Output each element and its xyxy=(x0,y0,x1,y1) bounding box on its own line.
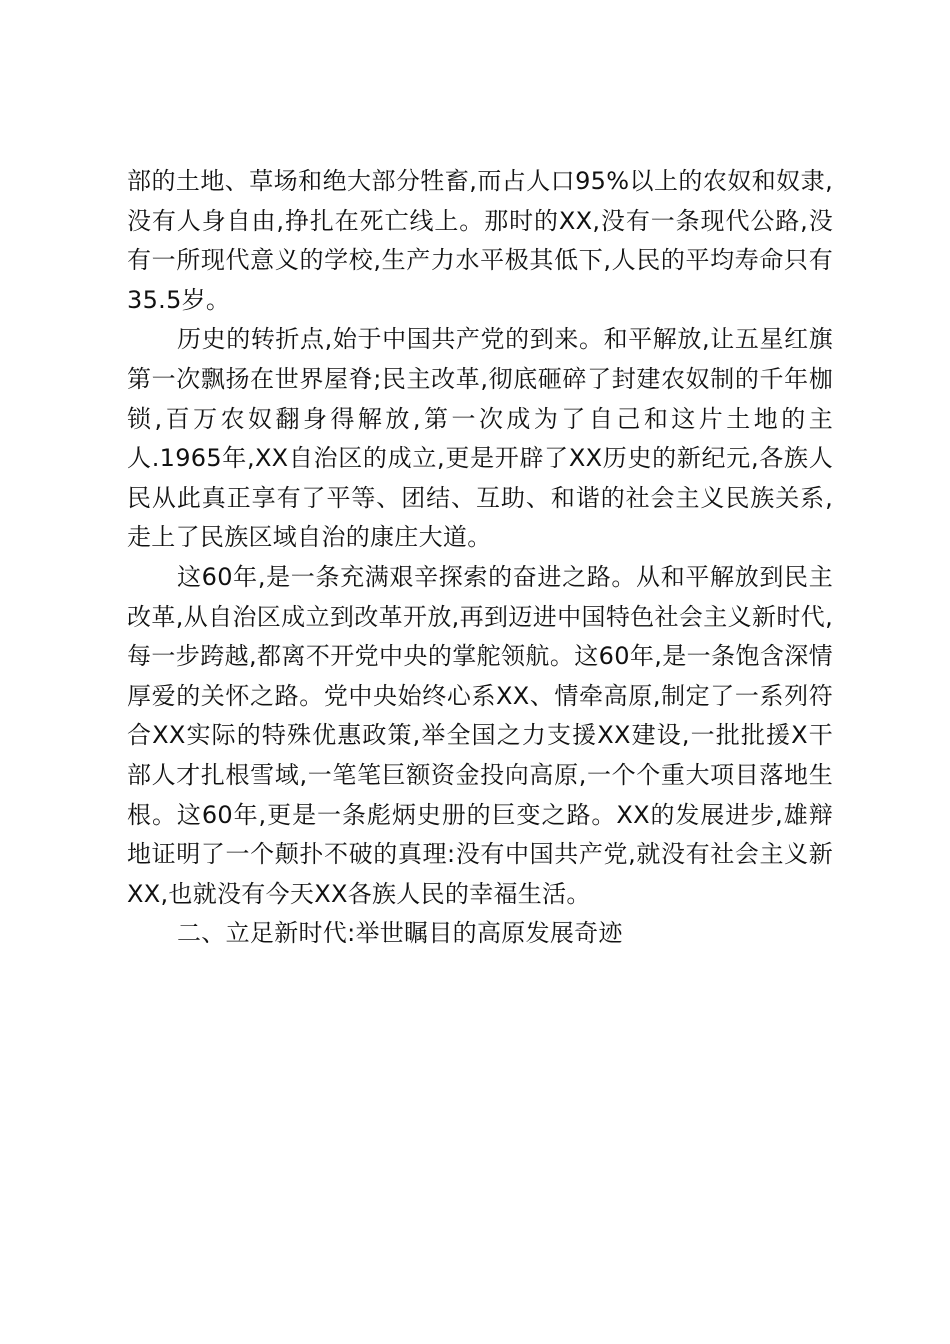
paragraph-historical-turning-point: 历史的转折点,始于中国共产党的到来。和平解放,让五星红旗第一次飘扬在世界屋脊;民主改革,彻底砸碎了封建农奴制的千年枷锁,百万农奴翻身得解放,第一次成为了自己和这片土地的主人.1965年,XX自治区的成立,更是开辟了XX历史的新纪元,各族人民从此真正享有了平等、团结、互助、和谐的社会主义民族关系,走上了民族区域自治的康庄大道。 xyxy=(127,325,833,552)
paragraph-continuation: 部的土地、草场和绝大部分牲畜,而占人口95%以上的农奴和奴隶,没有人身自由,挣扎在死亡线上。那时的XX,没有一条现代公路,没有一所现代意义的学校,生产力水平极其低下,人民的平均寿命只有35.5岁。 xyxy=(127,167,833,314)
document-body xyxy=(127,162,833,954)
paragraph-sixty-years: 这60年,是一条充满艰辛探索的奋进之路。从和平解放到民主改革,从自治区成立到改革开放,再到迈进中国特色社会主义新时代,每一步跨越,都离不开党中央的掌舵领航。这60年,是一条饱含深情厚爱的关怀之路。党中央始终心系XX、情牵高原,制定了一系列符合XX实际的特殊优惠政策,举全国之力支援XX建设,一批批援X干部人才扎根雪域,一笔笔巨额资金投向高原,一个个重大项目落地生根。这60年,更是一条彪炳史册的巨变之路。XX的发展进步,雄辩地证明了一个颠扑不破的真理:没有中国共产党,就没有社会主义新XX,也就没有今天XX各族人民的幸福生活。 xyxy=(127,562,833,908)
section-heading: 二、立足新时代:举世瞩目的高原发展奇迹 xyxy=(177,919,623,948)
